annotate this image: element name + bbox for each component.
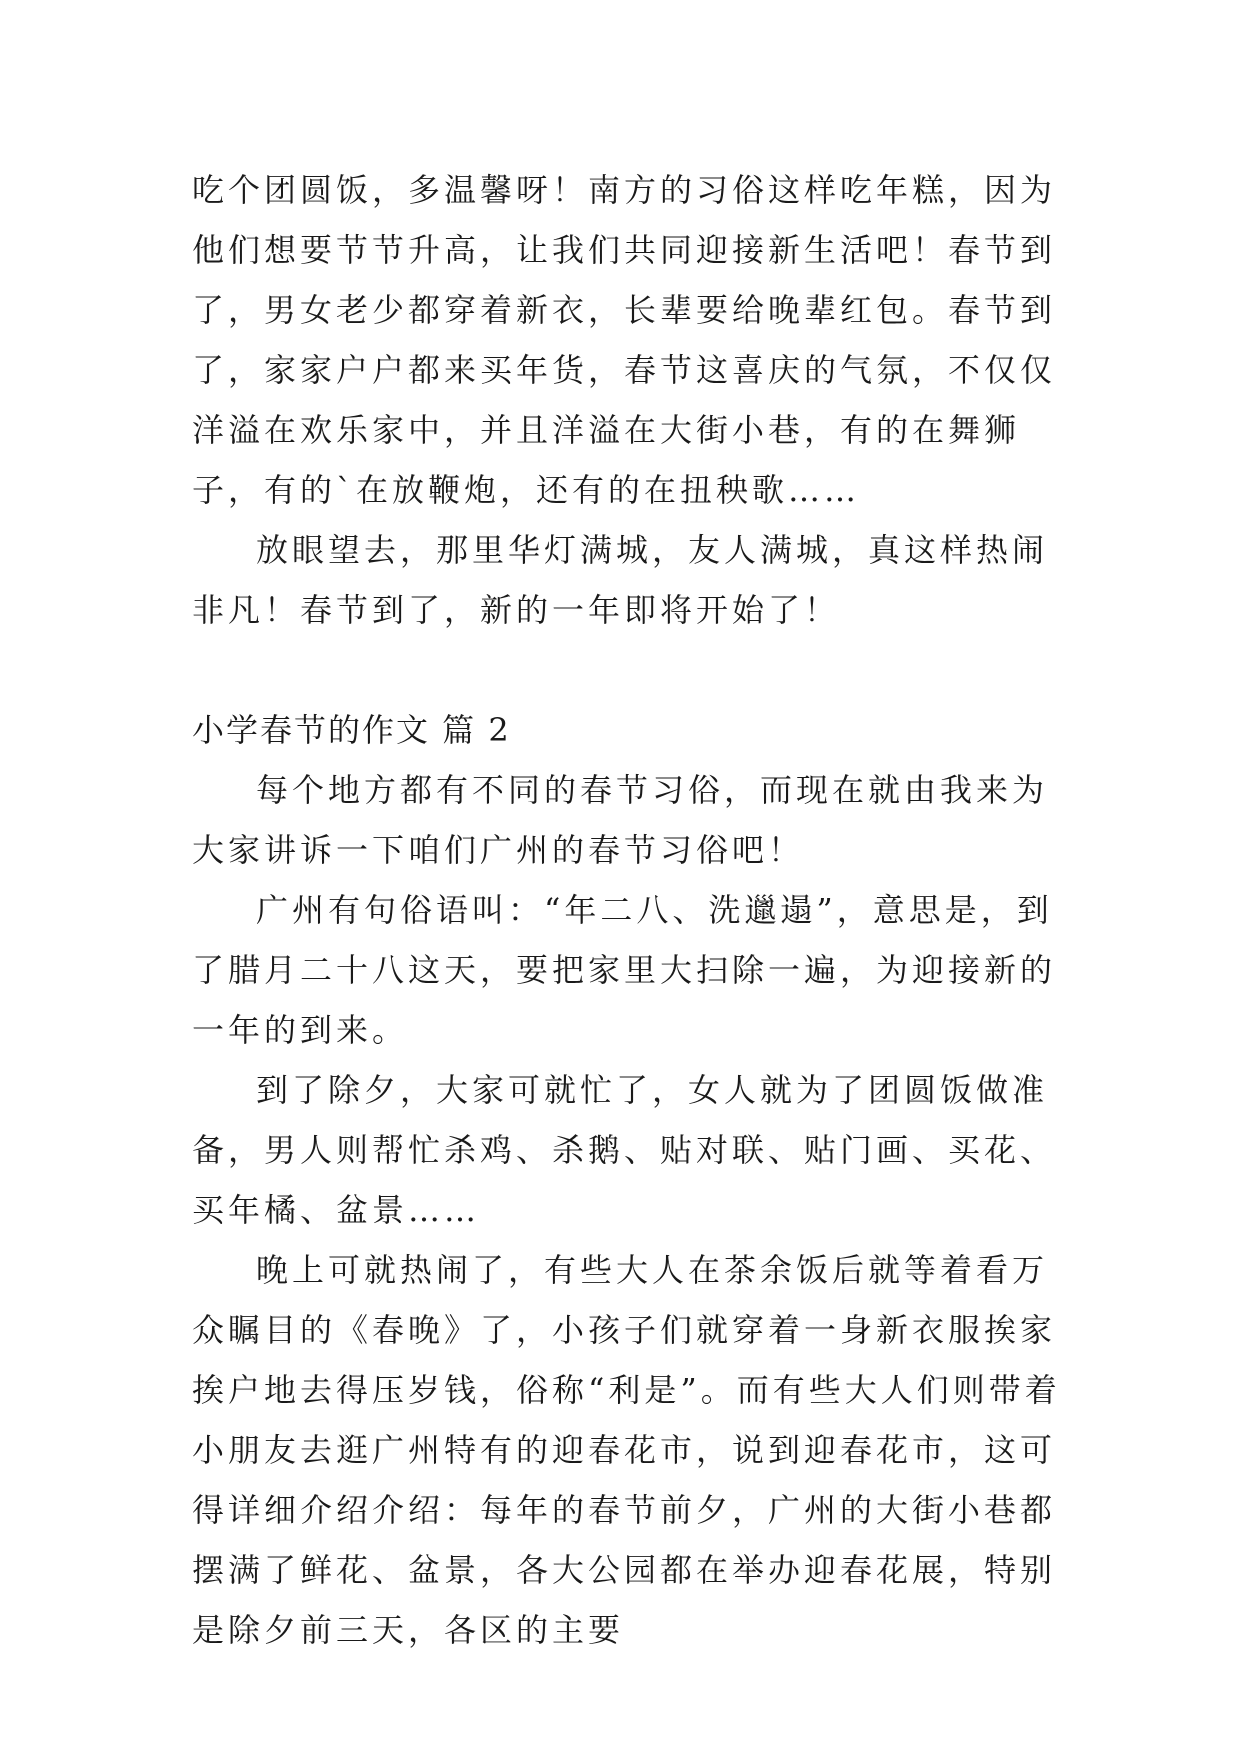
- paragraph: 晚上可就热闹了，有些大人在茶余饭后就等着看万众瞩目的《春晚》了，小孩子们就穿着一身新衣服挨家挨户地去得压岁钱，俗称“利是”。而有些大人们则带着小朋友去逛广州特有的迎春花市，说到迎春花市，这可得详细介绍介绍：每年的春节前夕，广州的大街小巷都摆满了鲜花、盆景，各大公园都在举办迎春花展，特别是除夕前三天，各区的主要: [192, 1251, 1061, 1649]
- paragraph: 到了除夕，大家可就忙了，女人就为了团圆饭做准备，男人则帮忙杀鸡、杀鹅、贴对联、贴门画、买花、买年橘、盆景……: [192, 1071, 1057, 1229]
- paragraph-continued: 吃个团圆饭，多温馨呀！南方的习俗这样吃年糕，因为他们想要节节升高，让我们共同迎接新生活吧！春节到了，男女老少都穿着新衣，长辈要给晚辈红包。春节到了，家家户户都来买年货，春节这喜庆的气氛，不仅仅洋溢在欢乐家中，并且洋溢在大街小巷，有的在舞狮子，有的`在放鞭炮，还有的在扭秧歌……: [192, 171, 1057, 509]
- paragraph: 广州有句俗语叫：“年二八、洗邋遢”，意思是，到了腊月二十八这天，要把家里大扫除一遍，为迎接新的一年的到来。: [192, 891, 1057, 1049]
- section-spacer: [192, 640, 1072, 700]
- paragraph: 每个地方都有不同的春节习俗，而现在就由我来为大家讲诉一下咱们广州的春节习俗吧！: [192, 771, 1049, 869]
- document-body: [192, 160, 1072, 1660]
- paragraph: 放眼望去，那里华灯满城，友人满城，真这样热闹非凡！春节到了，新的一年即将开始了！: [192, 531, 1049, 629]
- section-title: 小学春节的作文 篇 2: [192, 711, 511, 749]
